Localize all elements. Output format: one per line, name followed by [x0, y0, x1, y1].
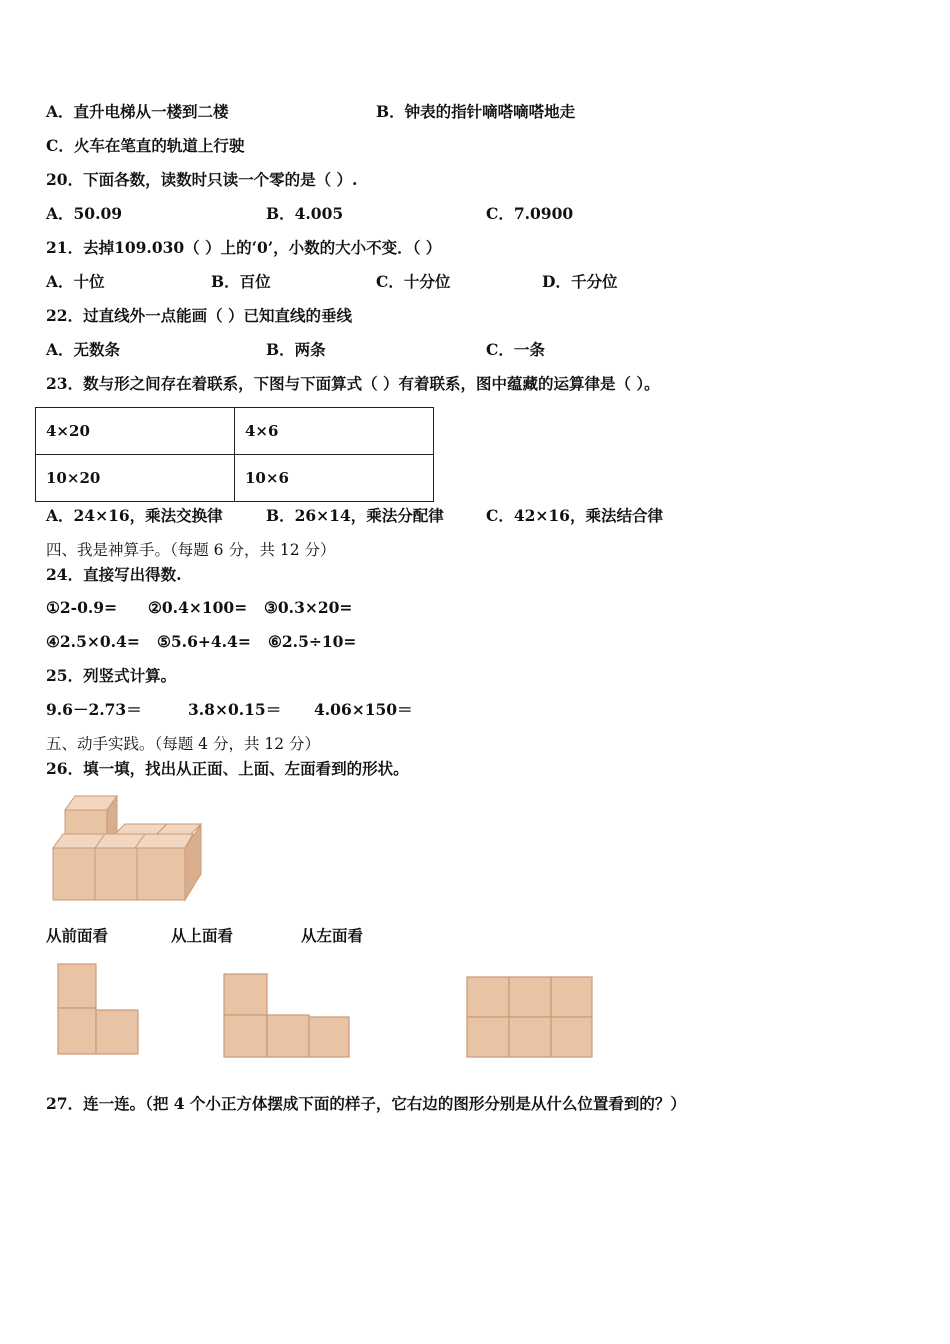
grid-cell: 4×20 — [36, 408, 235, 455]
q24-item: ⑤5.6+4.4= — [157, 632, 251, 651]
view-label-left: 从左面看 — [301, 926, 364, 945]
view-shape-grid[interactable] — [465, 975, 595, 1061]
q21-option-d[interactable]: D．千分位 — [542, 272, 618, 291]
q24-item: ⑥2.5÷10= — [268, 632, 357, 651]
q25-item: 3.8×0.15＝ — [188, 700, 282, 719]
q20-option-c[interactable]: C．7.0900 — [486, 204, 574, 223]
q21-option-b[interactable]: B．百位 — [211, 272, 271, 291]
q22-option-a[interactable]: A．无数条 — [46, 340, 121, 359]
q24-item: ②0.4×100= — [148, 598, 248, 617]
q24-item: ④2.5×0.4= — [46, 632, 140, 651]
view-shape-l[interactable] — [56, 962, 142, 1058]
q19-option-a[interactable]: A．直升电梯从一楼到二楼 — [46, 102, 229, 121]
q22-option-b[interactable]: B．两条 — [266, 340, 326, 359]
q20-option-b[interactable]: B．4.005 — [266, 204, 344, 223]
cube-stack-figure — [45, 790, 210, 905]
q24-item: ①2-0.9= — [46, 598, 118, 617]
q25-item: 4.06×150＝ — [314, 700, 413, 719]
q21-option-c[interactable]: C．十分位 — [376, 272, 451, 291]
q23-option-b[interactable]: B．26×14，乘法分配律 — [266, 506, 444, 525]
q20-option-a[interactable]: A．50.09 — [46, 204, 123, 223]
grid-cell: 10×20 — [36, 455, 235, 502]
view-label-top: 从上面看 — [171, 926, 234, 945]
q21-question: 21．去掉109.030（ ）上的‘0’，小数的大小不变．（ ） — [46, 238, 442, 257]
q25-item: 9.6－2.73＝ — [46, 700, 142, 719]
q22-option-c[interactable]: C．一条 — [486, 340, 545, 359]
q19-option-b[interactable]: B．钟表的指针嘀嗒嘀嗒地走 — [376, 102, 576, 121]
q24-question: 24．直接写出得数. — [46, 565, 182, 584]
view-label-front: 从前面看 — [46, 926, 109, 945]
section4-title: 四、我是神算手。（每题 6 分，共 12 分） — [46, 541, 336, 559]
grid-cell: 10×6 — [235, 455, 434, 502]
q19-option-c[interactable]: C．火车在笔直的轨道上行驶 — [46, 136, 245, 155]
grid-cell: 4×6 — [235, 408, 434, 455]
view-shape-step[interactable] — [222, 972, 352, 1060]
q23-area-grid — [35, 407, 434, 502]
q23-question: 23．数与形之间存在着联系，下图与下面算式（ ）有着联系，图中蕴藏的运算律是（ ）。 — [46, 374, 660, 393]
q20-question: 20．下面各数，读数时只读一个零的是（ ）. — [46, 170, 358, 189]
q24-item: ③0.3×20= — [264, 598, 353, 617]
q23-option-c[interactable]: C．42×16，乘法结合律 — [486, 506, 663, 525]
q26-question: 26．填一填，找出从正面、上面、左面看到的形状。 — [46, 759, 409, 778]
q22-question: 22．过直线外一点能画（ ）已知直线的垂线 — [46, 306, 352, 325]
q23-option-a[interactable]: A．24×16，乘法交换律 — [46, 506, 223, 525]
q27-question: 27．连一连。（把 4 个小正方体摆成下面的样子，它右边的图形分别是从什么位置看到的？） — [46, 1094, 686, 1113]
section5-title: 五、动手实践。（每题 4 分，共 12 分） — [46, 735, 321, 753]
q21-option-a[interactable]: A．十位 — [46, 272, 105, 291]
q25-question: 25．列竖式计算。 — [46, 666, 177, 685]
